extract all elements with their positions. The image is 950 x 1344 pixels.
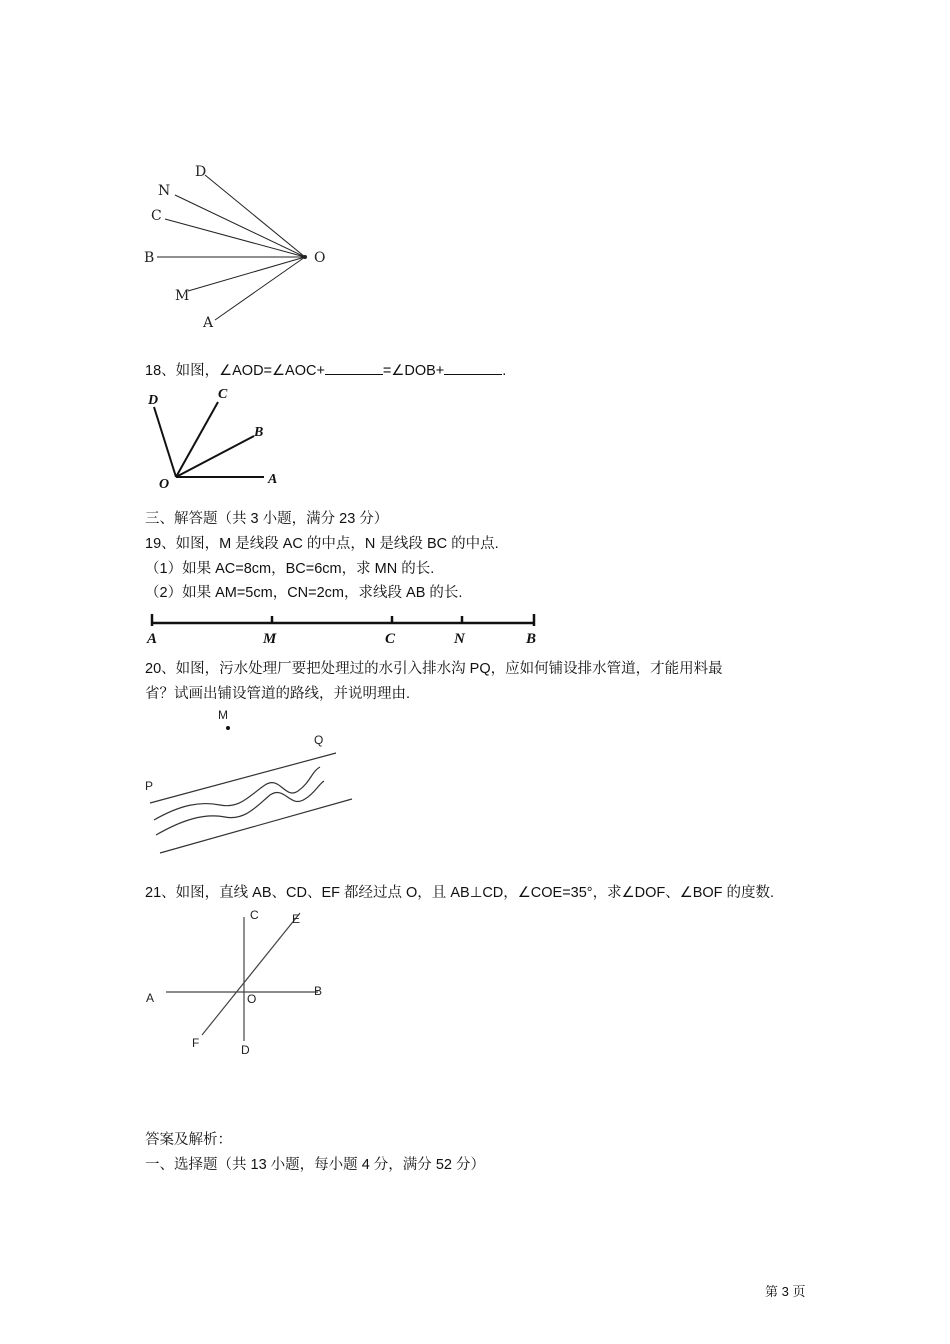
section-3-heading: 三、解答题（共 3 小题，满分 23 分） [145,511,389,527]
angle-symbol: ∠ [219,363,233,379]
question-20-line-2: 省？试画出铺设管道的路线，并说明理由. [145,686,411,702]
q18-text-3: DOB+ [404,363,445,379]
label-q: Q [314,733,324,747]
label-b: B [526,631,537,647]
q21-text-2: CD， [482,885,518,901]
label-a: A [147,631,158,647]
figure-q17 [135,155,335,335]
ray-om [188,257,305,291]
page-number: 第 3 页 [765,1284,806,1299]
q21-text-5: BOF 的度数. [692,885,775,901]
label-o: O [247,992,257,1006]
answer-blank-2[interactable] [444,361,502,375]
label-c: C [250,908,259,922]
label-m: M [263,631,277,647]
q18-text-2: AOC+ [285,363,325,379]
figure-q21 [140,905,340,1060]
label-a: A [268,472,278,487]
ray-od [154,407,176,477]
answers-heading: 答案及解析： [145,1132,232,1148]
label-c: C [218,387,228,402]
label-f: F [192,1036,200,1050]
q21-text-1: 21、如图，直线 AB、CD、EF 都经过点 O，且 AB [145,885,470,901]
point-o [303,255,307,259]
figure-q20 [140,705,360,865]
ditch-upper-bank [150,753,336,803]
label-e: E [292,912,301,926]
answer-blank-1[interactable] [325,361,383,375]
label-m: M [175,288,190,304]
label-a: A [203,315,214,331]
question-19-part-1: （1）如果 AC=8cm，BC=6cm，求 MN 的长. [145,561,435,577]
q18-prefix: 18、如图， [145,363,220,379]
label-n: N [454,631,465,647]
ray-oa [215,257,305,320]
question-18 [145,361,506,380]
line-ef [202,913,300,1035]
label-o: O [314,250,326,266]
label-c: C [151,208,162,224]
label-o: O [159,477,170,492]
angle-symbol: ∠ [621,885,635,901]
label-b: B [314,984,323,998]
label-b: B [144,250,155,266]
question-20-line-1: 20、如图，污水处理厂要把处理过的水引入排水沟 PQ，应如何铺设排水管道，才能用料最 [145,661,723,677]
angle-symbol: ∠ [272,363,286,379]
label-a: A [146,991,155,1005]
perpendicular-symbol: ⊥ [469,885,483,901]
label-p: P [145,779,154,793]
angle-symbol: ∠ [679,885,693,901]
q18-end: . [502,363,507,379]
label-d: D [195,164,207,180]
water-curve-1 [154,767,320,820]
label-b: B [254,425,264,440]
label-m: M [218,708,228,722]
answers-section-1: 一、选择题（共 13 小题，每小题 4 分，满分 52 分） [145,1157,485,1173]
angle-symbol: ∠ [391,363,405,379]
q21-text-3: COE=35°，求 [530,885,622,901]
angle-symbol: ∠ [517,885,531,901]
ray-oc [165,219,305,257]
question-21 [145,884,774,902]
label-d: D [148,393,159,408]
question-19-stem: 19、如图，M 是线段 AC 的中点，N 是线段 BC 的中点. [145,536,499,552]
label-c: C [385,631,396,647]
q18-text-1: AOD= [232,363,273,379]
label-n: N [158,183,171,199]
label-d: D [241,1043,250,1057]
q18-equals: = [382,363,392,379]
question-19-part-2: （2）如果 AM=5cm，CN=2cm，求线段 AB 的长. [145,585,463,601]
q21-text-4: DOF、 [634,885,680,901]
figure-q18 [140,385,300,495]
point-m [226,726,230,730]
figure-q19 [140,608,550,648]
